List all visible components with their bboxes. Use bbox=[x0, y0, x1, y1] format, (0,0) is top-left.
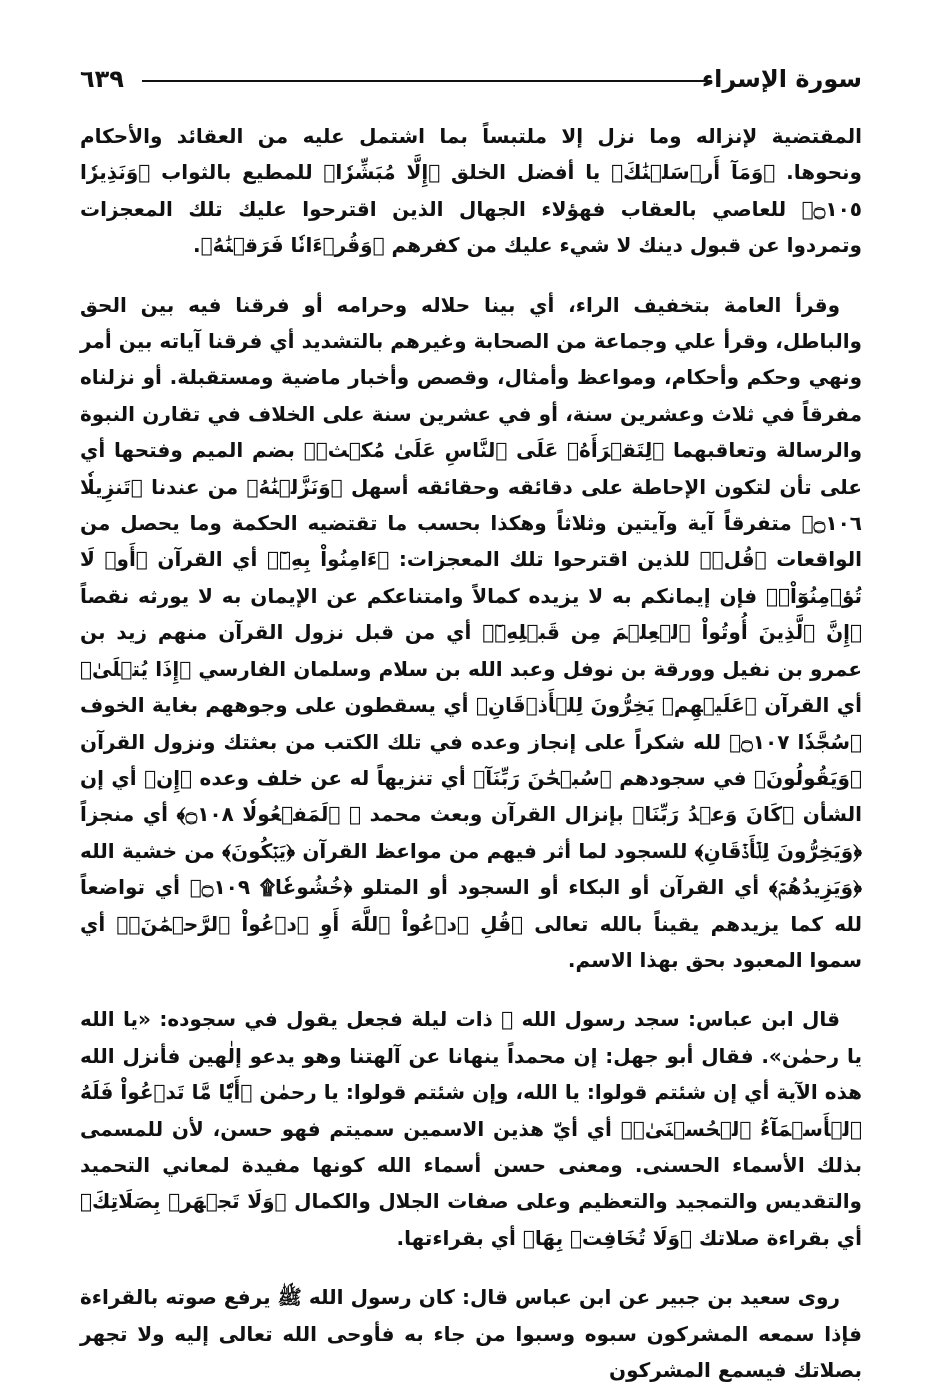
paragraph-gap bbox=[80, 1256, 862, 1279]
paragraph-1: المقتضية لإنزاله وما نزل إلا ملتبساً بما اشتمل عليه من العقائد والأحكام ونحوها. ﴿وَمَآ أَرۡسَلۡنَٰكَ﴾ يا أفضل الخلق ﴿إِلَّا مُبَشِّرٗا﴾ للمطيع بالثواب ﴿وَنَذِيرٗا ۝١٠٥﴾ للعاصي بالعقاب فهؤلاء الجهال الذين اقترحوا عليك تلك المعجزات وتمردوا عن قبول دينك لا شيء عليك من كفرهم ﴿وَقُرۡءَانٗا فَرَقۡنَٰهُ﴾. bbox=[80, 124, 862, 258]
header-rule bbox=[142, 80, 712, 82]
page-body bbox=[80, 118, 862, 1388]
page-number: ٦٣٩ bbox=[80, 65, 124, 93]
paragraph-gap bbox=[80, 264, 862, 287]
paragraph-2: وقرأ العامة بتخفيف الراء، أي بينا حلاله وحرامه أو فرقنا فيه بين الحق والباطل، وقرأ علي وجماعة من الصحابة وغيرهم بالتشديد أي فرقنا آياته بين أمر ونهي وحكم وأحكام، ومواعظ وأمثال، وقصص وأخبار ماضية ومستقبلة. أو نزلناه مفرقاً في ثلاث وعشرين سنة، أو في عشرين سنة على الخلاف في تقارن النبوة والرسالة وتعاقبهما ﴿لِتَقۡرَأَهُۥ عَلَى ٱلنَّاسِ عَلَىٰ مُكۡثٖ﴾ بضم الميم وفتحها أي على تأن لتكون الإحاطة على دقائقه وحقائقه أسهل ﴿وَنَزَّلۡنَٰهُ﴾ من عندنا ﴿تَنزِيلٗا ۝١٠٦﴾ متفرقاً آية وآيتين وثلاثاً وهكذا بحسب ما تقتضيه الحكمة وما يحصل من الواقعات ﴿قُلۡ﴾ للذين اقترحوا تلك المعجزات: ﴿ءَامِنُواْ بِهِۦٓ﴾ أي القرآن ﴿أَوۡ لَا تُؤۡمِنُوٓاْۚ﴾ فإن إيمانكم به لا يزيده كمالاً وامتناعكم عن الإيمان به لا يورثه نقصاً ﴿إِنَّ ٱلَّذِينَ أُوتُواْ ٱلۡعِلۡمَ مِن قَبۡلِهِۦٓ﴾ أي من قبل نزول القرآن منهم زيد بن عمرو بن نفيل وورقة بن نوفل وعبد الله بن سلام وسلمان الفارسي ﴿إِذَا يُتۡلَىٰ﴾ أي القرآن ﴿عَلَيۡهِمۡ يَخِرُّونَ لِلۡأَذۡقَانِ﴾ أي يسقطون على وجوههم بغاية الخوف ﴿سُجَّدٗا ۝١٠٧﴾ لله شكراً على إنجاز وعده في تلك الكتب من بعثتك ونزول القرآن ﴿وَيَقُولُونَ﴾ في سجودهم ﴿سُبۡحَٰنَ رَبِّنَآ﴾ أي تنزيهاً له عن خلف وعده ﴿إِن﴾ أي إن الشأن ﴿كَانَ وَعۡدُ رَبِّنَا﴾ بإنزال القرآن وبعث محمد ﷺ ﴿لَمَفۡعُولٗا ۝١٠٨﴾ أي منجزاً ﴿وَيَخِرُّونَ لِلۡأَذۡقَانِ﴾ للسجود لما أثر فيهم من مواعظ القرآن ﴿يَبۡكُونَ﴾ من خشية الله ﴿وَيَزِيدُهُمۡ﴾ أي القرآن أو البكاء أو السجود أو المتلو ﴿خُشُوعٗا۩ ۝١٠٩﴾ أي تواضعاً لله كما يزيدهم يقيناً بالله تعالى ﴿قُلِ ٱدۡعُواْ ٱللَّهَ أَوِ ٱدۡعُواْ ٱلرَّحۡمَٰنَۖ﴾ أي سموا المعبود بحق بهذا الاسم. bbox=[80, 292, 863, 972]
paragraph-3: قال ابن عباس: سجد رسول الله ﷺ ذات ليلة فجعل يقول في سجوده: «يا الله يا رحمٰن». فقال أبو جهل: إن محمداً ينهانا عن آلهتنا وهو يدعو إلٰهين فأنزل الله هذه الآية أي إن شئتم قولوا: يا الله، وإن شئتم قولوا: يا رحمٰن ﴿أَيّٗا مَّا تَدۡعُواْ فَلَهُ ٱلۡأَسۡمَآءُ ٱلۡحُسۡنَىٰۚ﴾ أي أيّ هذين الاسمين سميتم فهو حسن، لأن للمسمى بذلك الأسماء الحسنى. ومعنى حسن أسماء الله كونها مفيدة لمعاني التحميد والتقديس والتمجيد والتعظيم وعلى صفات الجلال والكمال ﴿وَلَا تَجۡهَرۡ بِصَلَاتِكَ﴾ أي بقراءة صلاتك ﴿وَلَا تُخَافِتۡ بِهَا﴾ أي بقراءتها. bbox=[80, 1007, 862, 1250]
paragraph-4: روى سعيد بن جبير عن ابن عباس قال: كان رسول الله ﷺ يرفع صوته بالقراءة فإذا سمعه المشركون سبوه وسبوا من جاء به فأوحى الله تعالى إليه ولا تجهر بصلاتك فيسمع المشركون bbox=[80, 1285, 862, 1382]
surah-title: سورة الإسراء bbox=[701, 65, 862, 93]
page-header bbox=[80, 62, 862, 98]
paragraph-gap bbox=[80, 978, 862, 1001]
